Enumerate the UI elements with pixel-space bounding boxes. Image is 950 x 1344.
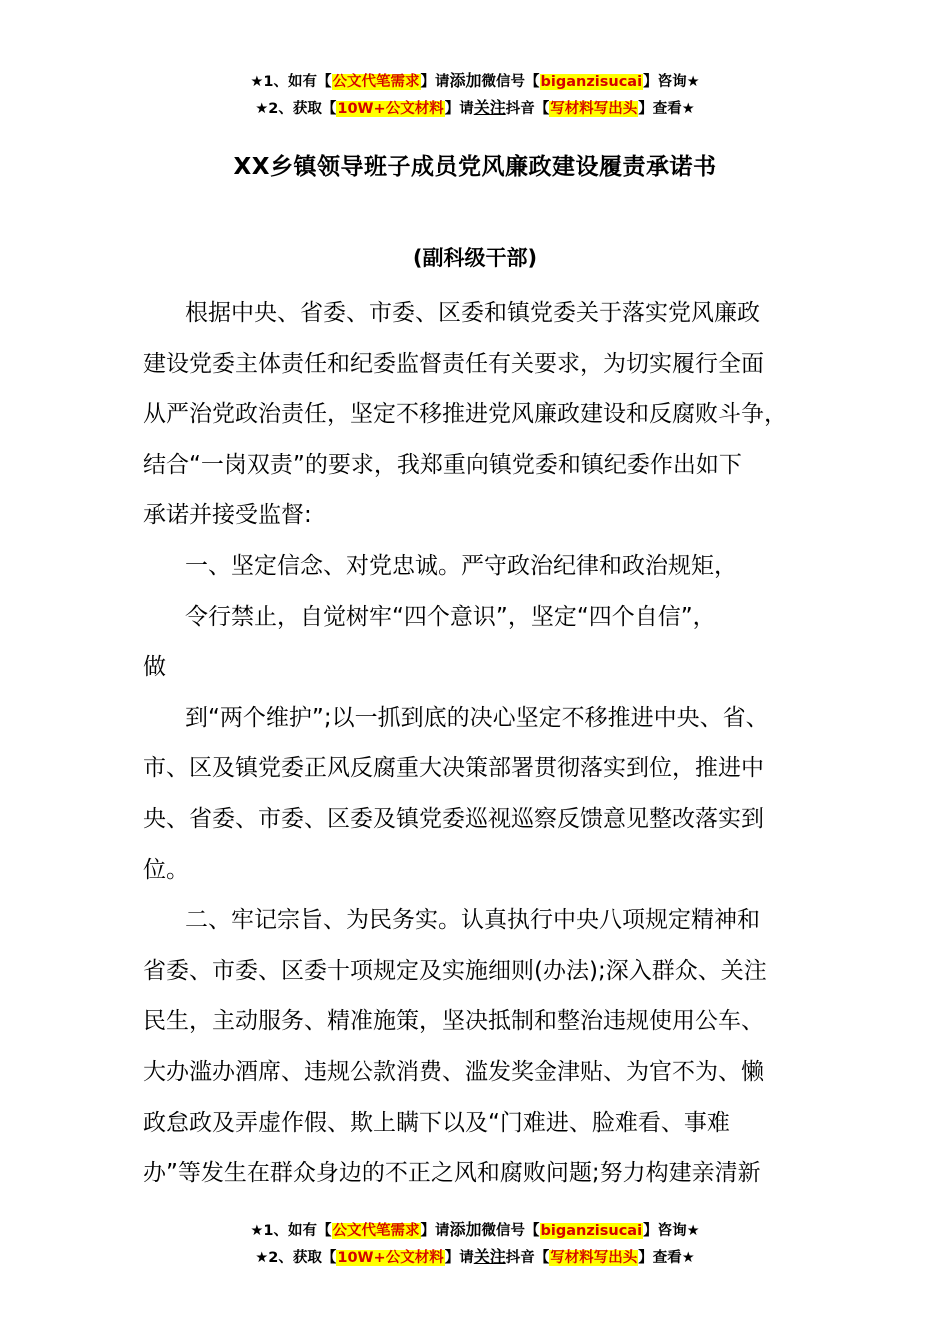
body-line: 办”等发生在群众身边的不正之风和腐败问题;努力构建亲清新 (143, 1160, 761, 1187)
banner-text: 抖音【 (505, 1250, 550, 1266)
body-line: 结合“一岗双责”的要求，我郑重向镇党委和镇纪委作出如下 (143, 451, 742, 478)
banner-emphasis: 添加 (449, 1220, 482, 1239)
body-line: 位。 (143, 856, 189, 883)
body-line: 民生，主动服务、精准施策，坚决抵制和整治违规使用公车、 (143, 1008, 764, 1035)
banner-highlight: 10W+公文材料 (337, 1250, 444, 1266)
banner-text: 微信号【 (481, 74, 540, 90)
document-body (143, 288, 833, 1199)
banner-highlight: biganzisucai (540, 74, 643, 90)
banner-text: 】请 (420, 74, 450, 90)
banner-text: ★1、如有【 (250, 1223, 332, 1239)
banner-text: 】咨询★ (643, 74, 700, 90)
body-line: 一、坚定信念、对党忠诚。严守政治纪律和政治规矩， (185, 552, 737, 579)
banner-emphasis: 关注 (473, 1247, 506, 1266)
banner-text: 】请 (444, 1250, 474, 1266)
body-line: 到“两个维护”;以一抓到底的决心坚定不移推进中央、省、 (185, 704, 769, 731)
banner-text: ★2、获取【 (255, 1250, 337, 1266)
banner-emphasis: 添加 (449, 71, 482, 90)
banner-emphasis: 关注 (473, 98, 506, 117)
banner-text: 】请 (444, 101, 474, 117)
banner-line-1 (0, 1217, 950, 1244)
body-line: 省委、市委、区委十项规定及实施细则(办法);深入群众、关注 (143, 957, 767, 984)
body-line: 市、区及镇党委正风反腐重大决策部署贯彻落实到位，推进中 (143, 755, 764, 782)
banner-text: 抖音【 (505, 101, 550, 117)
body-line: 二、牢记宗旨、为民务实。认真执行中央八项规定精神和 (185, 907, 760, 934)
body-line: 令行禁止，自觉树牢“四个意识”，坚定“四个自信”， (185, 603, 716, 630)
banner-line-1 (0, 68, 950, 95)
banner-highlight: 公文代笔需求 (332, 1223, 420, 1239)
banner-highlight: biganzisucai (540, 1223, 643, 1239)
banner-text: 微信号【 (481, 1223, 540, 1239)
body-line: 根据中央、省委、市委、区委和镇党委关于落实党风廉政 (185, 300, 760, 326)
banner-line-2 (0, 95, 950, 122)
banner-line-2 (0, 1244, 950, 1271)
banner-text: 】咨询★ (643, 1223, 700, 1239)
banner-text: 】查看★ (638, 1250, 695, 1266)
banner-highlight: 写材料写出头 (550, 101, 638, 117)
banner-text: 】查看★ (638, 101, 695, 117)
banner-text: ★1、如有【 (250, 74, 332, 90)
body-line: 建设党委主体责任和纪委监督责任有关要求，为切实履行全面 (143, 350, 764, 377)
banner-highlight: 10W+公文材料 (337, 101, 444, 117)
body-line: 大办滥办酒席、违规公款消费、滥发奖金津贴、为官不为、懒 (143, 1058, 764, 1085)
body-line: 央、省委、市委、区委及镇党委巡视巡察反馈意见整改落实到 (143, 805, 764, 832)
banner-highlight: 写材料写出头 (550, 1250, 638, 1266)
body-line: 承诺并接受监督: (143, 502, 312, 529)
document-subtitle: (副科级干部) (412, 246, 538, 270)
banner-text: 】请 (420, 1223, 450, 1239)
document-title: XX乡镇领导班子成员党风廉政建设履责承诺书 (233, 154, 717, 180)
header-banner (0, 68, 950, 122)
body-line: 做 (143, 654, 166, 681)
footer-banner (0, 1217, 950, 1271)
banner-highlight: 公文代笔需求 (332, 74, 420, 90)
banner-text: ★2、获取【 (255, 101, 337, 117)
body-line: 从严治党政治责任，坚定不移推进党风廉政建设和反腐败斗争， (143, 401, 787, 428)
body-line: 政怠政及弄虚作假、欺上瞒下以及“门难进、脸难看、事难 (143, 1109, 730, 1136)
